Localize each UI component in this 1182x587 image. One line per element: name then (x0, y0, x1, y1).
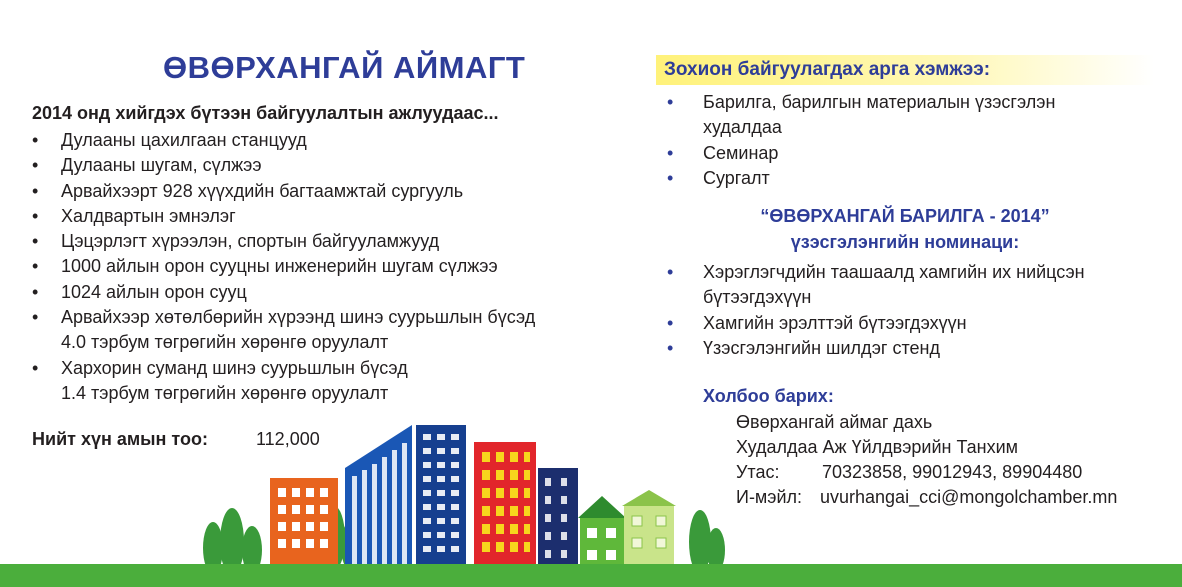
bullet: • (32, 281, 39, 302)
list-item-text: Арвайхээр хөтөлбөрийн хүрээнд шинэ суурьшлын бүсэд (61, 307, 536, 328)
bullet: • (667, 262, 674, 282)
building-blue-tower (416, 425, 466, 578)
bullet: • (667, 142, 674, 163)
list-item-text: худалдаа (703, 117, 782, 138)
list-item-continued (61, 330, 535, 355)
list-item (32, 254, 535, 279)
building-navy (538, 468, 578, 578)
list-item-text: 1.4 тэрбум төгрөгийн хөрөнгө оруулалт (61, 382, 389, 403)
list-item (32, 204, 535, 229)
contact-email-label: И-мэйл: (736, 487, 803, 507)
list-item-text: бүтээгдэхүүн (703, 287, 812, 308)
nomination-subtitle: үзэсгэлэнгийн номинаци: (790, 232, 1020, 252)
contact-heading: Холбоо барих: (703, 386, 834, 406)
list-item-continued (703, 285, 1085, 310)
bullet: • (667, 337, 674, 358)
list-item (667, 336, 1085, 361)
ground-strip (0, 564, 1182, 587)
building-red (474, 442, 536, 578)
list-item-text: Хархорин суманд шинэ суурьшлын бүсэд (61, 357, 408, 378)
list-item-text: 4.0 тэрбум төгрөгийн хөрөнгө оруулалт (61, 332, 389, 353)
contact-org-line2: Худалдаа Аж Үйлдвэрийн Танхим (736, 437, 1019, 457)
contact-phone-label: Утас: (736, 462, 780, 482)
list-item-text: Хэрэглэгчдийн таашаалд хамгийн их нийцсэн (703, 262, 1085, 282)
bullet: • (32, 155, 39, 176)
list-item (32, 128, 535, 153)
nominations-list (667, 260, 1085, 361)
bullet: • (667, 312, 674, 333)
list-item-text: Барилга, барилгын материалын үзэсгэлэн (703, 92, 1056, 112)
population-label: Нийт хүн амын тоо: (32, 429, 208, 449)
list-item-text: 1024 айлын орон сууц (61, 281, 247, 302)
contact-phone-value: 70323858, 99012943, 89904480 (822, 462, 1083, 482)
population-value: 112,000 (256, 429, 320, 449)
list-item (667, 311, 1085, 336)
bullet: • (667, 92, 674, 112)
list-item (667, 260, 1085, 285)
contact-org-line1: Өвөрхангай аймаг дахь (736, 412, 933, 432)
bullet: • (32, 357, 39, 378)
bullet: • (32, 180, 39, 201)
bullet: • (32, 256, 39, 277)
list-item (32, 179, 535, 204)
list-item-continued (703, 115, 1055, 140)
list-item-text: Үзэсгэлэнгийн шилдэг стенд (703, 337, 940, 358)
events-list (667, 90, 1056, 191)
contact-email-value: uvurhangai_cci@mongolchamber.mn (820, 487, 1118, 507)
building-blue-side (345, 425, 412, 578)
list-item (667, 141, 1055, 166)
list-item (32, 229, 535, 254)
list-item-text: Хамгийн эрэлттэй бүтээгдэхүүн (703, 312, 967, 333)
list-item (32, 153, 535, 178)
list-item (32, 305, 536, 330)
list-item-text: Сургалт (703, 167, 770, 188)
list-item-text: Цэцэрлэгт хүрээлэн, спортын байгууламжууд (61, 231, 440, 252)
bullet: • (667, 167, 674, 188)
list-item (667, 166, 1055, 191)
list-item-continued (61, 381, 535, 406)
list-item-text: Дулааны цахилгаан станцууд (61, 130, 307, 150)
list-item-text: Арвайхээрт 928 хүүхдийн багтаамжтай сургууль (61, 180, 464, 201)
projects-intro: 2014 онд хийгдэх бүтээн байгуулалтын ажлуудаас... (32, 103, 499, 123)
list-item-text: Халдвартын эмнэлэг (61, 205, 236, 226)
list-item (667, 90, 1056, 115)
bullet: • (32, 130, 39, 150)
list-item-text: Дулааны шугам, сүлжээ (61, 155, 262, 176)
bullet: • (32, 231, 39, 252)
bullet: • (32, 307, 39, 328)
list-item (32, 356, 535, 381)
page-title: ӨВӨРХАНГАЙ АЙМАГТ (163, 50, 526, 85)
bullet: • (32, 205, 39, 226)
projects-list (32, 128, 536, 406)
events-heading: Зохион байгуулагдах арга хэмжээ: (664, 59, 991, 80)
building-orange (270, 478, 338, 578)
list-item-text: 1000 айлын орон сууцны инженерийн шугам сүлжээ (61, 256, 498, 277)
list-item-text: Семинар (703, 142, 779, 163)
list-item (32, 280, 535, 305)
nomination-title: “ӨВӨРХАНГАЙ БАРИЛГА - 2014” (760, 206, 1050, 226)
